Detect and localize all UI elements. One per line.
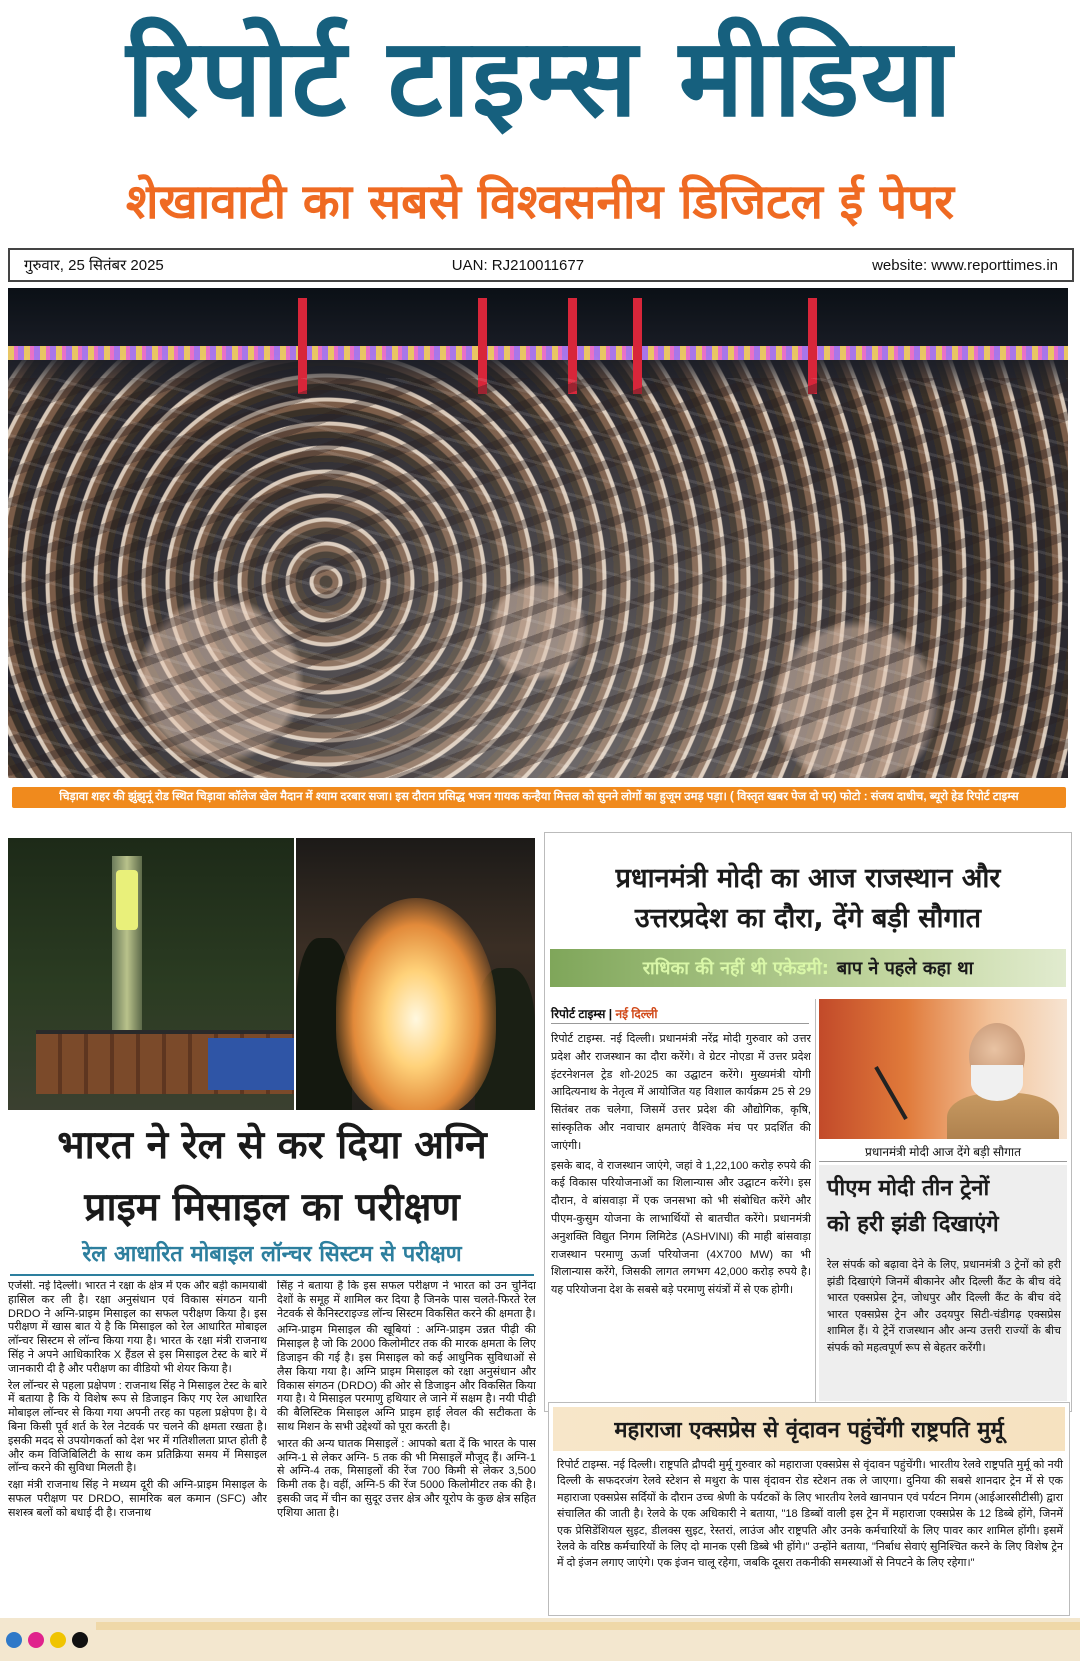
train-headline-line2: को हरी झंडी दिखाएंगे [827, 1212, 999, 1237]
maharaja-story-box [548, 1402, 1070, 1616]
lead-column-2 [277, 1280, 536, 1616]
uan-number: UAN: RJ210011677 [451, 256, 585, 274]
newspaper-tagline: शेखावाटी का सबसे विश्वसनीय डिजिटल ई पेपर [125, 174, 955, 230]
lead-subheadline: रेल आधारित मोबाइल लॉन्चर सिस्टम से परीक्षण [82, 1242, 462, 1267]
hero-photo-caption: चिड़ावा शहर की झुंझुनूं रोड स्थित चिड़ावा कॉलेज खेल मैदान में श्याम दरबार सजा। इस दौरान प्रसिद्ध भजन गायक कन्हैया मित्तल को सुनने लोगों का हुजूम उमड़ पड़ा। ( विस्तृत खबर पेज दो पर) फोटो : संजय दाधीच, ब्यूरो हेड रिपोर्ट टाइम्स [12, 787, 1066, 808]
lead-paragraph: रेल लॉन्चर से पहला प्रक्षेपण : राजनाथ सिंह ने मिसाइल टेस्ट के बारे में बताया है कि ये विशेष रूप से डिजाइन किए गए रेल आधारित मोबाइल लॉन्चर से किया गया अपनी तरह का पहला प्रक्षेपण है। ये बिना किसी पूर्व शर्त के रेल नेटवर्क पर चलने की क्षमता रखता है। इसकी मदद से उपयोगकर्ता को देश भर में गतिशीलता प्राप्त होती है और कम विजिबिलिटी के साथ कम प्रतिक्रिया समय में मिसाइल लॉन्च करने की सुविधा मिलती है। [8, 1379, 267, 1475]
cyan-print-dot-icon [6, 1632, 22, 1648]
lead-divider [10, 1274, 534, 1276]
hero-crowd-texture [8, 378, 1068, 778]
launcher-canister-top [116, 870, 138, 930]
modi-story-box [544, 832, 1072, 1412]
lead-headline-line2: प्राइम मिसाइल का परीक्षण [84, 1185, 460, 1230]
dateline-bar [8, 248, 1074, 282]
modi-headline-line2: उत्तरप्रदेश का दौरा, देंगे बड़ी सौगात [634, 903, 982, 934]
byline-city: नई दिल्ली [615, 1007, 658, 1021]
lead-paragraph: अग्नि-प्राइम मिसाइल की खूबियां : अग्नि-प्राइम उन्नत पीढ़ी की मिसाइल है जो कि 2000 किलोमीटर तक की मारक क्षमता के लिए डिजाइन की गई है। इस मिसाइल को कई आधुनिक सुविधाओं से लैस किया गया है। अग्नि प्राइम मिसाइल को रक्षा अनुसंधान और विकास संगठन (DRDO) की ओर से डिजाइन और विकसित किया गया है। ये मिसाइल परमाणु हथियार ले जाने में सक्षम है। नयी पीढ़ी की बैलिस्टिक मिसाइल अग्नि प्राइम हाई लेवल की सटीकता के साथ मिशन के सभी उद्देश्यों को पूरा करती है। [277, 1324, 536, 1433]
missile-photo-group [8, 838, 535, 1110]
lead-paragraph: रक्षा मंत्री राजनाथ सिंह ने मध्यम दूरी की अग्नि-प्राइम मिसाइल के सफल परीक्षण पर DRDO, सामरिक बल कमान (SFC) और सशस्त्र बलों को बधाई दी है। राजनाथ [8, 1479, 267, 1519]
caption-divider [819, 1161, 1067, 1162]
train-story-box [819, 1165, 1067, 1401]
lead-column-1 [8, 1280, 267, 1616]
modi-byline [551, 1005, 657, 1022]
page-footer [0, 1618, 1080, 1661]
modi-paragraph: इसके बाद, वे राजस्थान जाएंगे, जहां वे 1,22,100 करोड़ रुपये की कई विकास परियोजनाओं का शिलान्यास और उद्घाटन करेंगे। इस दौरान, वे बांसवाड़ा में एक जनसभा को भी संबोधित करेंगे और पीएम-कुसुम योजना के लाभार्थियों से बातचीत करेंगे। प्रधानमंत्री अनुशक्ति विद्युत निगम लिमिटेड (ASHVINI) की माही बांसवाड़ा राजस्थान परमाणु ऊर्जा परियोजना (4X700 MW) का भी शिलान्यास करेंगे, जिसकी लागत लगभग 42,000 करोड़ रुपये है। यह परियोजना देश के सबसे बड़े परमाणु संयंत्रों में से एक होगी। [551, 1159, 811, 1297]
lead-headline [12, 1115, 532, 1239]
issue-date: गुरुवार, 25 सितंबर 2025 [24, 257, 164, 274]
byline-divider [551, 1023, 809, 1024]
teaser-band[interactable] [550, 949, 1066, 987]
lead-paragraph: भारत की अन्य घातक मिसाइलें : आपको बता दें कि भारत के पास अग्नि-1 से लेकर अग्नि- 5 तक की भी मिसाइलें मौजूद हैं। अग्नि-1 से अग्नि-4 तक, मिसाइलों की रेंज 700 किमी से लेकर 3,500 किमी तक है। वहीं, अग्नि-5 की रेंज 5000 किलोमीटर तक की है। इसकी जद में चीन का सुदूर उत्तर क्षेत्र और यूरोप के कुछ क्षेत्र सहित एशिया आता है। [277, 1437, 536, 1519]
lead-paragraph: सिंह ने बताया है कि इस सफल परीक्षण ने भारत को उन चुनिंदा देशों के समूह में शामिल कर दिया है जिनके पास चलते-फिरते रेल नेटवर्क से कैनिस्टराइज्ड लॉन्च सिस्टम विकसित करने की क्षमता है। [277, 1280, 536, 1320]
hero-light-string [8, 346, 1068, 360]
missile-launch-photo [296, 838, 535, 1110]
microphone-icon [874, 1066, 907, 1120]
train-headline [827, 1171, 1063, 1243]
newspaper-title: रिपोर्ट टाइम्स मीडिया [126, 16, 954, 141]
website-link[interactable]: website: www.reporttimes.in [872, 256, 1058, 274]
modi-story-body [551, 1031, 811, 1403]
modi-headline [545, 859, 1071, 939]
launch-flame [336, 898, 496, 1110]
missile-rail-launcher-photo [8, 838, 294, 1110]
magenta-print-dot-icon [28, 1632, 44, 1648]
rail-wagon-blue [208, 1038, 294, 1090]
maharaja-headline: महाराजा एक्सप्रेस से वृंदावन पहुंचेंगी राष्ट्रपति मुर्मू [553, 1407, 1065, 1451]
hero-photo-crowd [8, 288, 1068, 778]
lead-headline-line1: भारत ने रेल से कर दिया अग्नि [57, 1123, 487, 1168]
black-print-dot-icon [72, 1632, 88, 1648]
masthead [0, 0, 1080, 240]
modi-photo-caption: प्रधानमंत्री मोदी आज देंगे बड़ी सौगात [865, 1145, 1021, 1159]
byline-source: रिपोर्ट टाइम्स [551, 1007, 606, 1021]
maharaja-story-body: रिपोर्ट टाइम्स. नई दिल्ली। राष्ट्रपति द्रौपदी मुर्मू गुरुवार को महाराजा एक्सप्रेस से वृंदावन पहुंचेंगी। भारतीय रेलवे राष्ट्रपति मुर्मू को नयी दिल्ली के सफदरजंग रेलवे स्टेशन से मथुरा के पास वृंदावन रोड स्टेशन तक ले जाएगा। दुनिया की सबसे शानदार ट्रेन में से एक महाराजा एक्सप्रेस सर्दियों के दौरान उच्च श्रेणी के पर्यटकों के लिए भारतीय रेलवे खानपान एवं पर्यटन निगम (आईआरसीटीसी) द्वारा संचालित की जाती है। रेलवे के एक अधिकारी ने बताया, "18 डिब्बों वाली इस ट्रेन में महाराजा एक्सप्रेस के 12 डिब्बे होंगे, जिनमें एक प्रेसिडेंशियल सुइट, डीलक्स सुइट, रेस्तरां, लाउंज और राष्ट्रपति और उनके कर्मचारियों के लिए पावर कार शामिल होंगी। इसमें रेलवे के वरिष्ठ कर्मचारियों के लिए दो मानक एसी डिब्बे भी होंगे।" उन्होंने बताया, "निर्बाध सेवाएं सुनिश्चित करने के लिए विशेष ट्रेन में दो इंजन लगाए जाएंगे। एक इंजन चालू रहेगा, जबकि दूसरा तकनीकी समस्याओं से निपटने के लिए रहेगा।" [557, 1459, 1063, 1570]
column-divider [815, 999, 816, 1403]
lead-paragraph: एजेंसी. नई दिल्ली। भारत ने रक्षा के क्षेत्र में एक और बड़ी कामयाबी हासिल कर ली है। रक्षा अनुसंधान एवं विकास संगठन यानी DRDO ने अग्नि-प्राइम मिसाइल का सफल परीक्षण किया है। इस परीक्षण में खास बात ये है कि मिसाइल को रेल आधारित मोबाइल लॉन्चर सिस्टम से लॉन्च किया गया है। भारत के रक्षा मंत्री राजनाथ सिंह ने अपने आधिकारिक X हैंडल से इस मिसाइल टेस्ट के बारे में जानकारी दी है और परीक्षण का वीडियो भी शेयर किया है। [8, 1280, 267, 1375]
train-story-body: रेल संपर्क को बढ़ावा देने के लिए, प्रधानमंत्री 3 ट्रेनों को हरी झंडी दिखाएंगे जिनमें बीकानेर और दिल्ली कैंट के बीच वंदे भारत एक्सप्रेस ट्रेन, जोधपुर और दिल्ली कैंट के बीच वंदे भारत एक्सप्रेस ट्रेन और उदयपुर सिटी-चंडीगढ़ एक्सप्रेस शामिल हैं। ये ट्रेनें राजस्थान और अन्य उत्तरी राज्यों के बीच संपर्क को महत्वपूर्ण रूप से बेहतर करेंगी। [827, 1259, 1061, 1354]
modi-paragraph: रिपोर्ट टाइम्स. नई दिल्ली। प्रधानमंत्री नरेंद्र मोदी गुरुवार को उत्तर प्रदेश और राजस्थान का दौरा करेंगे। वे ग्रेटर नोएडा में उत्तर प्रदेश इंटरनेशनल ट्रेड शो-2025 का उद्घाटन करेंगे। मुख्यमंत्री योगी आदित्यनाथ के नेतृत्व में आयोजित यह विशाल कार्यक्रम 25 से 29 सितंबर तक चलेगा, जिसमें उत्तर प्रदेश की औद्योगिक, कृषि, सांस्कृतिक और नवाचार क्षमताएं वैश्विक मंच पर प्रदर्शित की जाएंगी। [551, 1033, 811, 1152]
footer-stripe [96, 1622, 1080, 1630]
teaser-text: बाप ने पहले कहा था [836, 958, 974, 979]
train-headline-line1: पीएम मोदी तीन ट्रेनों [827, 1176, 990, 1201]
modi-headline-line1: प्रधानमंत्री मोदी का आज राजस्थान और [615, 863, 1001, 894]
yellow-print-dot-icon [50, 1632, 66, 1648]
photo-figure-beard [971, 1065, 1023, 1101]
byline-separator: | [608, 1007, 613, 1021]
modi-photo [819, 999, 1067, 1139]
teaser-lead: राधिका की नहीं थी एकेडमी: [642, 958, 829, 979]
lead-story-body [8, 1280, 536, 1616]
